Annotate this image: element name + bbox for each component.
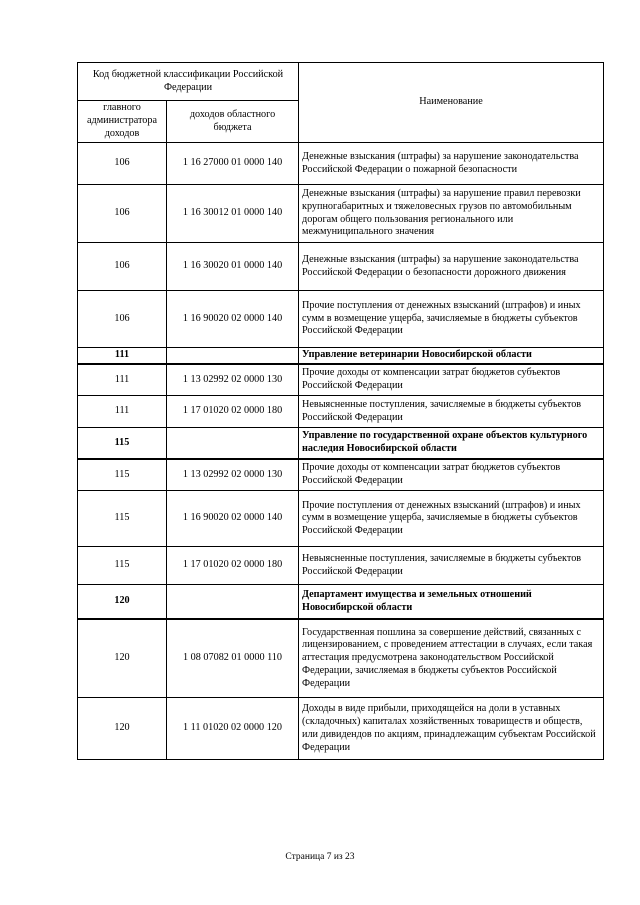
income-code-cell: [167, 348, 299, 364]
admin-code-cell: 115: [78, 459, 167, 491]
table-row: [78, 364, 604, 396]
income-code-cell: 1 08 07082 01 0000 110: [167, 619, 299, 698]
income-code-cell: [167, 585, 299, 619]
table-row: [78, 291, 604, 348]
table-row: [78, 459, 604, 491]
income-code-cell: 1 17 01020 02 0000 180: [167, 547, 299, 585]
table-row: [78, 491, 604, 547]
admin-code-cell: 120: [78, 619, 167, 698]
kbk-header: Код бюджетной классификации Российской Федерации: [78, 63, 299, 101]
income-code-cell: 1 16 90020 02 0000 140: [167, 291, 299, 348]
name-cell: Денежные взыскания (штрафы) за нарушение законодательства Российской Федерации о безопасности дорожного движения: [299, 243, 604, 291]
table-row: [78, 396, 604, 428]
table-row: [78, 698, 604, 760]
name-cell: Прочие поступления от денежных взысканий (штрафов) и иных сумм в возмещение ущерба, зачисляемые в бюджеты субъектов Российской Федерации: [299, 491, 604, 547]
name-cell: Государственная пошлина за совершение действий, связанных с лицензированием, с проведением аттестации в случаях, если такая аттестация предусмотрена законодательством Российской Федерации, зачисляемая в бюджеты субъектов Российской Федерации: [299, 619, 604, 698]
admin-code-cell: 115: [78, 428, 167, 459]
name-cell: Невыясненные поступления, зачисляемые в бюджеты субъектов Российской Федерации: [299, 547, 604, 585]
name-header: Наименование: [299, 63, 604, 143]
table-row: [78, 428, 604, 459]
page-number: Страница 7 из 23: [285, 852, 355, 862]
name-cell: Денежные взыскания (штрафы) за нарушение законодательства Российской Федерации о пожарной безопасности: [299, 143, 604, 185]
admin-code-cell: 111: [78, 348, 167, 364]
income-code-cell: 1 16 27000 01 0000 140: [167, 143, 299, 185]
name-cell: Управление ветеринарии Новосибирской области: [299, 348, 604, 364]
income-code-cell: 1 17 01020 02 0000 180: [167, 396, 299, 428]
admin-code-cell: 106: [78, 291, 167, 348]
income-code-cell: 1 13 02992 02 0000 130: [167, 459, 299, 491]
admin-code-cell: 120: [78, 698, 167, 760]
admin-code-cell: 111: [78, 364, 167, 396]
name-cell: Прочие доходы от компенсации затрат бюджетов субъектов Российской Федерации: [299, 459, 604, 491]
table-row: [78, 547, 604, 585]
name-cell: Прочие доходы от компенсации затрат бюджетов субъектов Российской Федерации: [299, 364, 604, 396]
regional-income-header: доходов областного бюджета: [167, 101, 299, 143]
name-cell: Прочие поступления от денежных взысканий (штрафов) и иных сумм в возмещение ущерба, зачисляемые в бюджеты субъектов Российской Федерации: [299, 291, 604, 348]
name-cell: Денежные взыскания (штрафы) за нарушение правил перевозки крупногабаритных и тяжеловесных грузов по автомобильным дорогам общего пользования регионального или межмуниципального значения: [299, 185, 604, 243]
table-row: [78, 619, 604, 698]
table-row: [78, 585, 604, 619]
admin-code-cell: 115: [78, 547, 167, 585]
name-cell: Департамент имущества и земельных отношений Новосибирской области: [299, 585, 604, 619]
table-row: [78, 348, 604, 364]
table-row: [78, 243, 604, 291]
name-cell: Невыясненные поступления, зачисляемые в бюджеты субъектов Российской Федерации: [299, 396, 604, 428]
income-code-cell: 1 16 30020 01 0000 140: [167, 243, 299, 291]
table-body: [78, 143, 604, 760]
name-cell: Доходы в виде прибыли, приходящейся на доли в уставных (складочных) капиталах хозяйственных товариществ и обществ, или дивидендов по акциям, принадлежащим субъектам Российской Федерации: [299, 698, 604, 760]
admin-code-cell: 120: [78, 585, 167, 619]
admin-code-cell: 115: [78, 491, 167, 547]
admin-code-cell: 111: [78, 396, 167, 428]
name-cell: Управление по государственной охране объектов культурного наследия Новосибирской области: [299, 428, 604, 459]
income-code-cell: [167, 428, 299, 459]
income-code-cell: 1 16 30012 01 0000 140: [167, 185, 299, 243]
table-row: [78, 185, 604, 243]
admin-code-cell: 106: [78, 243, 167, 291]
admin-code-cell: 106: [78, 185, 167, 243]
main-admin-header: главного администратора доходов: [78, 101, 167, 143]
table-row: [78, 143, 604, 185]
income-code-cell: 1 13 02992 02 0000 130: [167, 364, 299, 396]
income-code-cell: 1 11 01020 02 0000 120: [167, 698, 299, 760]
admin-code-cell: 106: [78, 143, 167, 185]
income-code-cell: 1 16 90020 02 0000 140: [167, 491, 299, 547]
budget-classification-table: [77, 62, 604, 760]
